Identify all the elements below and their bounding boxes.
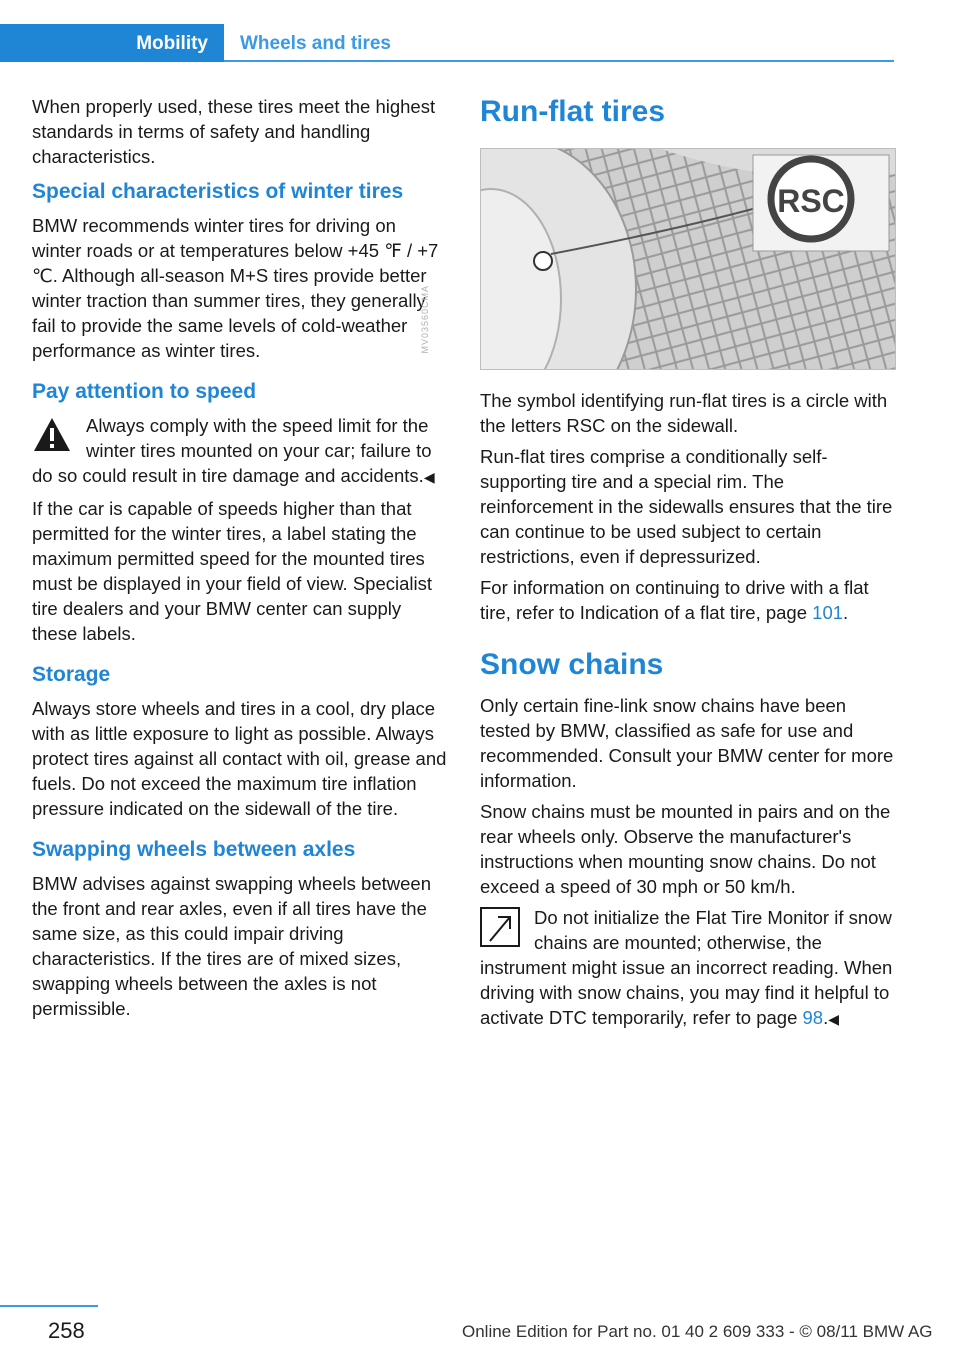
speed-paragraph: If the car is capable of speeds higher than that permitted for the winter tires, a label stating the maximum permitted speed for the mounted tires must be displayed in your field of view. Specialist tire dealers and your BMW center can supply these labels. [32, 498, 433, 644]
snow-chains-note: Do not initialize the Flat Tire Monitor if snow chains are mounted; otherwise, the instrument might issue an incorrect reading. When driving with snow chains, you may find it helpful to activate DTC temporarily, refer to page 98.◀ [480, 907, 893, 1028]
runflat-paragraph: Run-flat tires comprise a conditionally self-supporting tire and a special rim. The reinforcement in the sidewalls ensures that the tire can continue to be used subject to certain restrictions, even if depressurized. [480, 446, 893, 567]
right-column [480, 94, 896, 1038]
edition-footer: Online Edition for Part no. 01 40 2 609 333 - © 08/11 BMW AG [462, 1322, 933, 1341]
note-arrow-icon [480, 907, 520, 947]
storage-heading: Storage [32, 663, 111, 686]
chapter-tab[interactable] [0, 24, 224, 62]
winter-tires-paragraph: BMW recommends winter tires for driving on winter roads or at temperatures below +45 ℉ / +7 ℃. Although all-season M+S tires provide better winter traction than summer tires, they generally fail to provide the same levels of cold-weather performance as winter tires. [32, 215, 439, 361]
storage-paragraph: Always store wheels and tires in a cool, dry place with as little exposure to light as possible. Always protect tires against all contact with oil, grease and fuels. Do not exceed the maximum tire inflation pressure indicated on the sidewall of the tire. [32, 698, 447, 819]
flat-tire-page-link[interactable]: 101 [812, 602, 844, 623]
rsc-small-symbol [534, 252, 552, 270]
runflat-tire-figure [480, 148, 896, 370]
runflat-symbol-paragraph: The symbol identifying run-flat tires is a circle with the letters RSC on the sidewall. [480, 390, 888, 436]
left-column [32, 94, 448, 1027]
flat-tire-info-paragraph: For information on continuing to drive with a flat tire, refer to Indication of a flat tire, page 101. [480, 577, 869, 623]
rsc-badge-text: RSC [777, 183, 845, 219]
end-mark-icon: ◀ [828, 1011, 840, 1027]
intro-paragraph: When properly used, these tires meet the highest standards in terms of safety and handling characteristics. [32, 96, 436, 167]
winter-tires-heading: Special characteristics of winter tires [32, 180, 404, 203]
speed-warning-note [32, 413, 448, 490]
snow-note-text: Do not initialize the Flat Tire Monitor if snow chains are mounted; otherwise, the instrument might issue an incorrect reading. When driving with snow chains, you may find it helpful to activate DTC temporarily, refer to page [480, 907, 893, 1028]
snow-chains-paragraph-1: Only certain fine-link snow chains have been tested by BMW, classified as safe for use and recommended. Consult your BMW center for more information. [480, 695, 894, 791]
swap-paragraph: BMW advises against swapping wheels between the front and rear axles, even if all tires have the same size, as this could impair driving characteristics. If the tires are of mixed sizes, swapping wheels between the axles is not permissible. [32, 873, 431, 1019]
dtc-page-link[interactable]: 98 [802, 1007, 824, 1028]
snow-chains-heading: Snow chains [480, 648, 664, 681]
warning-triangle-icon [32, 415, 72, 455]
page-number: 258 [48, 1318, 85, 1343]
end-mark-icon: ◀ [423, 469, 435, 485]
speed-warning-text: Always comply with the speed limit for the winter tires mounted on your car; failure to do so could result in tire damage and accidents. [32, 415, 432, 486]
swap-heading: Swapping wheels between axles [32, 838, 356, 861]
tire-illustration [481, 149, 895, 369]
speed-heading: Pay attention to speed [32, 380, 257, 403]
section-title[interactable]: Wheels and tires [240, 33, 391, 54]
chapter-tab-label: Mobility [136, 33, 208, 54]
runflat-heading: Run-flat tires [480, 95, 666, 128]
figure-code: MV03560CMA [420, 285, 430, 354]
header-divider [224, 60, 894, 62]
footer-divider [0, 1305, 98, 1307]
snow-chains-paragraph-2: Snow chains must be mounted in pairs and on the rear wheels only. Observe the manufacturer's instructions when mounting snow chains. Do not exceed a speed of 30 mph or 50 km/h. [480, 801, 891, 897]
